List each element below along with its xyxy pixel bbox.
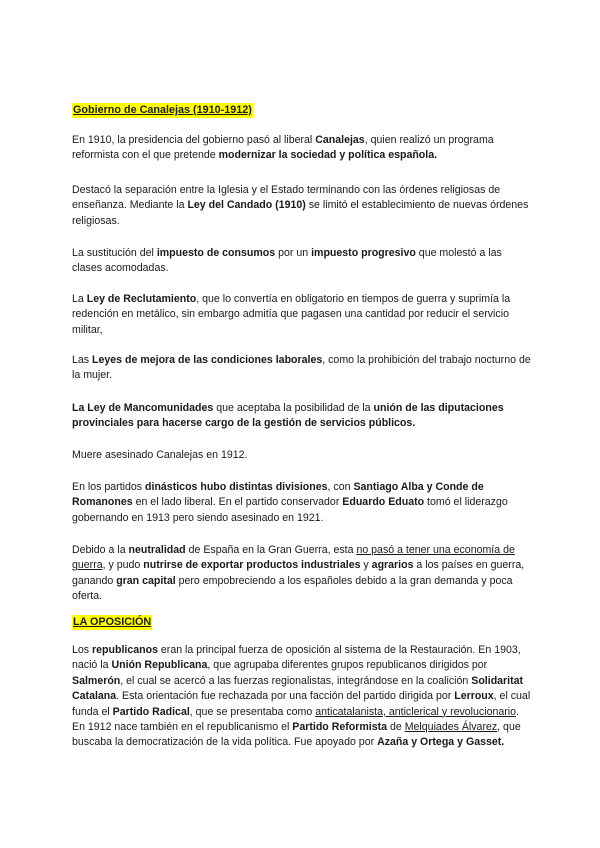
- paragraph-impuestos: La sustitución del impuesto de consumos por un impuesto progresivo que molestó a las clases acomodadas.: [72, 247, 502, 275]
- paragraph-partidos-dinasticos: En los partidos dinásticos hubo distintas divisiones, con Santiago Alba y Conde de Romanones en el lado liberal. En el partido conservador Eduardo Eduato tomó el liderazgo gobernando en 1913 pero siendo asesinado en 1921.: [72, 481, 508, 524]
- section-title-oposicion: LA OPOSICIÓN: [73, 616, 152, 628]
- paragraph-republicanos: Los republicanos eran la principal fuerza de oposición al sistema de la Restauración. En 1903, nació la Unión Republicana, que agrupaba diferentes grupos republicanos dirigidos por Salmerón, el cual se acercó a las fuerzas regionalistas, integrándose en la coalición Solidaritat Catalana. Esta orientación fue rechazada por una facción del partido dirigida por Lerroux, el cual funda el Partido Radical, que se presentaba como anticatalanista, anticlerical y revolucionario. En 1912 nace también en el republicanismo el Partido Reformista de Melquiades Álvarez, que buscaba la democratización de la vida política. Fue apoyado por Azaña y Ortega y Gasset.: [72, 644, 531, 749]
- paragraph-muerte-canalejas: Muere asesinado Canalejas en 1912.: [72, 449, 248, 461]
- paragraph-leyes-laborales: Las Leyes de mejora de las condiciones laborales, como la prohibición del trabajo nocturno de la mujer.: [72, 354, 531, 382]
- paragraph-mancomunidades: La Ley de Mancomunidades que aceptaba la posibilidad de la unión de las diputaciones provinciales para hacerse cargo de la gestión de servicios públicos.: [72, 402, 504, 430]
- paragraph-canalejas-program: En 1910, la presidencia del gobierno pasó al liberal Canalejas, quien realizó un programa reformista con el que pretende modernizar la sociedad y política española.: [72, 134, 494, 162]
- paragraph-neutralidad: Debido a la neutralidad de España en la Gran Guerra, esta no pasó a tener una economía de guerra, y pudo nutrirse de exportar productos industriales y agrarios a los países en guerra, ganando gran capital pero empobreciendo a los españoles debido a la gran demanda y poca oferta.: [72, 544, 525, 603]
- paragraph-reclutamiento: La Ley de Reclutamiento, que lo convertía en obligatorio en tiempos de guerra y suprimía la redención en metálico, sin embargo admitía que pagasen una cantidad por reducir el servicio militar,: [72, 293, 511, 336]
- section-title-canalejas: Gobierno de Canalejas (1910-1912): [73, 104, 252, 116]
- paragraph-ley-candado: Destacó la separación entre la Iglesia y el Estado terminando con las órdenes religiosas de enseñanza. Mediante la Ley del Candado (1910) se limitó el establecimiento de nuevas órdenes religiosas.: [72, 184, 529, 227]
